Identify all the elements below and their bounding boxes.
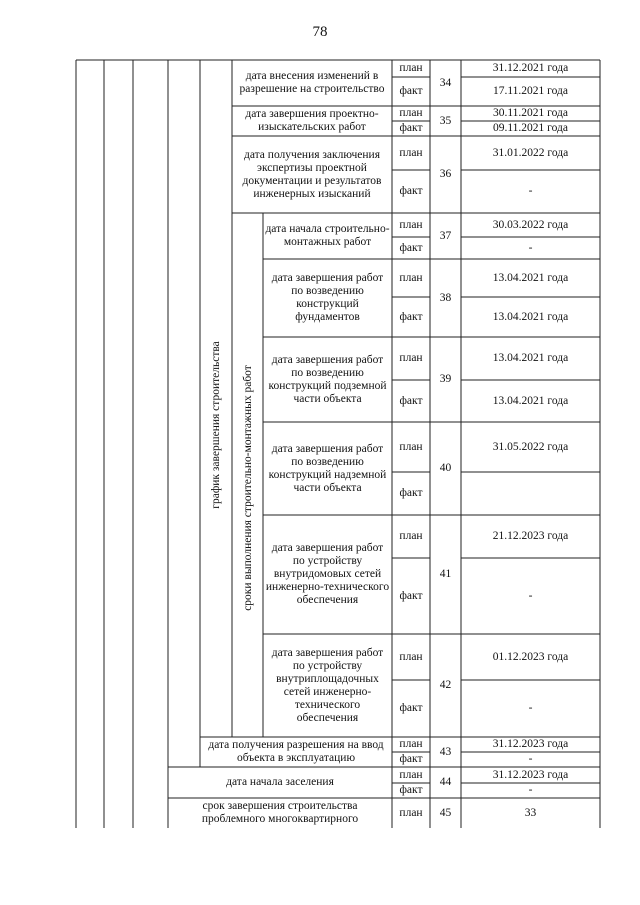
plan-label: план xyxy=(399,440,423,453)
cmw-terms-header: сроки выполнения строительно-монтажных работ xyxy=(242,365,254,611)
row-label: дата завершения работ по возведению конструкций надземной части объекта xyxy=(268,442,387,494)
plan-date: 30.03.2022 года xyxy=(492,218,569,231)
fact-date: - xyxy=(528,185,533,197)
row-label: дата завершения проектно-изыскательских работ xyxy=(245,108,379,133)
plan-label: план xyxy=(399,352,423,364)
row-number: 45 xyxy=(439,806,452,819)
row-number: 37 xyxy=(439,229,452,242)
fact-label: факт xyxy=(399,185,423,197)
row-number: 40 xyxy=(439,462,452,474)
row-number: 43 xyxy=(439,745,452,758)
row-number: 36 xyxy=(439,168,452,180)
row-number: 39 xyxy=(439,373,452,385)
plan-date: 21.12.2023 года xyxy=(492,530,569,542)
fact-label: факт xyxy=(399,784,423,796)
row-label: дата начала заселения xyxy=(226,776,334,788)
row-label: дата получения разрешения на ввод объекта в эксплуатацию xyxy=(208,739,384,764)
fact-label: факт xyxy=(399,487,423,499)
plan-label: план xyxy=(399,62,423,74)
plan-label: план xyxy=(399,806,423,819)
plan-date: 01.12.2023 года xyxy=(492,650,569,663)
fact-date: 13.04.2021 года xyxy=(492,394,569,407)
row-number: 35 xyxy=(439,114,452,127)
fact-date: - xyxy=(528,589,533,602)
fact-label: факт xyxy=(399,122,423,134)
row-label: срок завершения строительства проблемного многоквартирного xyxy=(201,800,359,825)
fact-label: факт xyxy=(399,753,423,765)
row-number: 34 xyxy=(439,76,452,89)
fact-label: факт xyxy=(399,702,423,714)
page-number: 78 xyxy=(312,24,328,40)
fact-label: факт xyxy=(399,241,423,254)
row-label: дата завершения работ по устройству внутриплощадочных сетей инженерно-технического обеспечения xyxy=(271,646,384,724)
row-label: дата завершения работ по устройству внутридомовых сетей инженерно-технического обеспечения xyxy=(265,542,390,606)
row-label: дата начала строительно-монтажных работ xyxy=(265,223,390,248)
fact-date: 13.04.2021 года xyxy=(492,310,569,323)
plan-label: план xyxy=(399,218,423,231)
fact-date: - xyxy=(528,702,533,714)
plan-label: план xyxy=(399,738,423,750)
row-number: 42 xyxy=(439,679,452,691)
plan-date: 31.01.2022 года xyxy=(492,146,569,159)
plan-date: 31.12.2023 года xyxy=(492,768,569,781)
row-label: дата получения заключения экспертизы проектной документации и результатов инженерных изысканий xyxy=(242,148,382,200)
plan-date: 31.12.2021 года xyxy=(492,62,569,74)
plan-label: план xyxy=(399,768,423,781)
fact-date: - xyxy=(528,784,533,796)
plan-date: 30.11.2021 года xyxy=(492,107,568,119)
fact-date xyxy=(461,472,600,515)
plan-label: план xyxy=(399,650,423,663)
row-number: 41 xyxy=(439,568,452,580)
schedule-header: график завершения строительства xyxy=(210,341,222,509)
row-label: дата завершения работ по возведению конструкций подземной части объекта xyxy=(268,353,387,405)
plan-value: 33 xyxy=(524,806,537,819)
plan-label: план xyxy=(399,271,423,284)
fact-date: 09.11.2021 года xyxy=(492,122,568,134)
fact-label: факт xyxy=(399,589,423,602)
fact-date: - xyxy=(528,753,533,765)
row-label: дата завершения работ по возведению конструкций фундаментов xyxy=(271,272,384,323)
plan-label: план xyxy=(399,530,423,542)
fact-date: 17.11.2021 года xyxy=(492,85,568,97)
plan-label: план xyxy=(399,146,423,159)
row-number: 38 xyxy=(439,291,452,304)
plan-label: план xyxy=(399,107,423,119)
plan-date: 31.05.2022 года xyxy=(492,440,569,453)
plan-date: 13.04.2021 года xyxy=(492,352,569,364)
row-number: 44 xyxy=(439,776,452,788)
fact-label: факт xyxy=(399,85,423,97)
plan-date: 31.12.2023 года xyxy=(492,738,569,750)
fact-label: факт xyxy=(399,310,423,323)
row-label: дата внесения изменений в разрешение на строительство xyxy=(239,70,385,95)
plan-date: 13.04.2021 года xyxy=(492,271,569,284)
fact-label: факт xyxy=(399,394,423,407)
fact-date: - xyxy=(528,241,533,254)
